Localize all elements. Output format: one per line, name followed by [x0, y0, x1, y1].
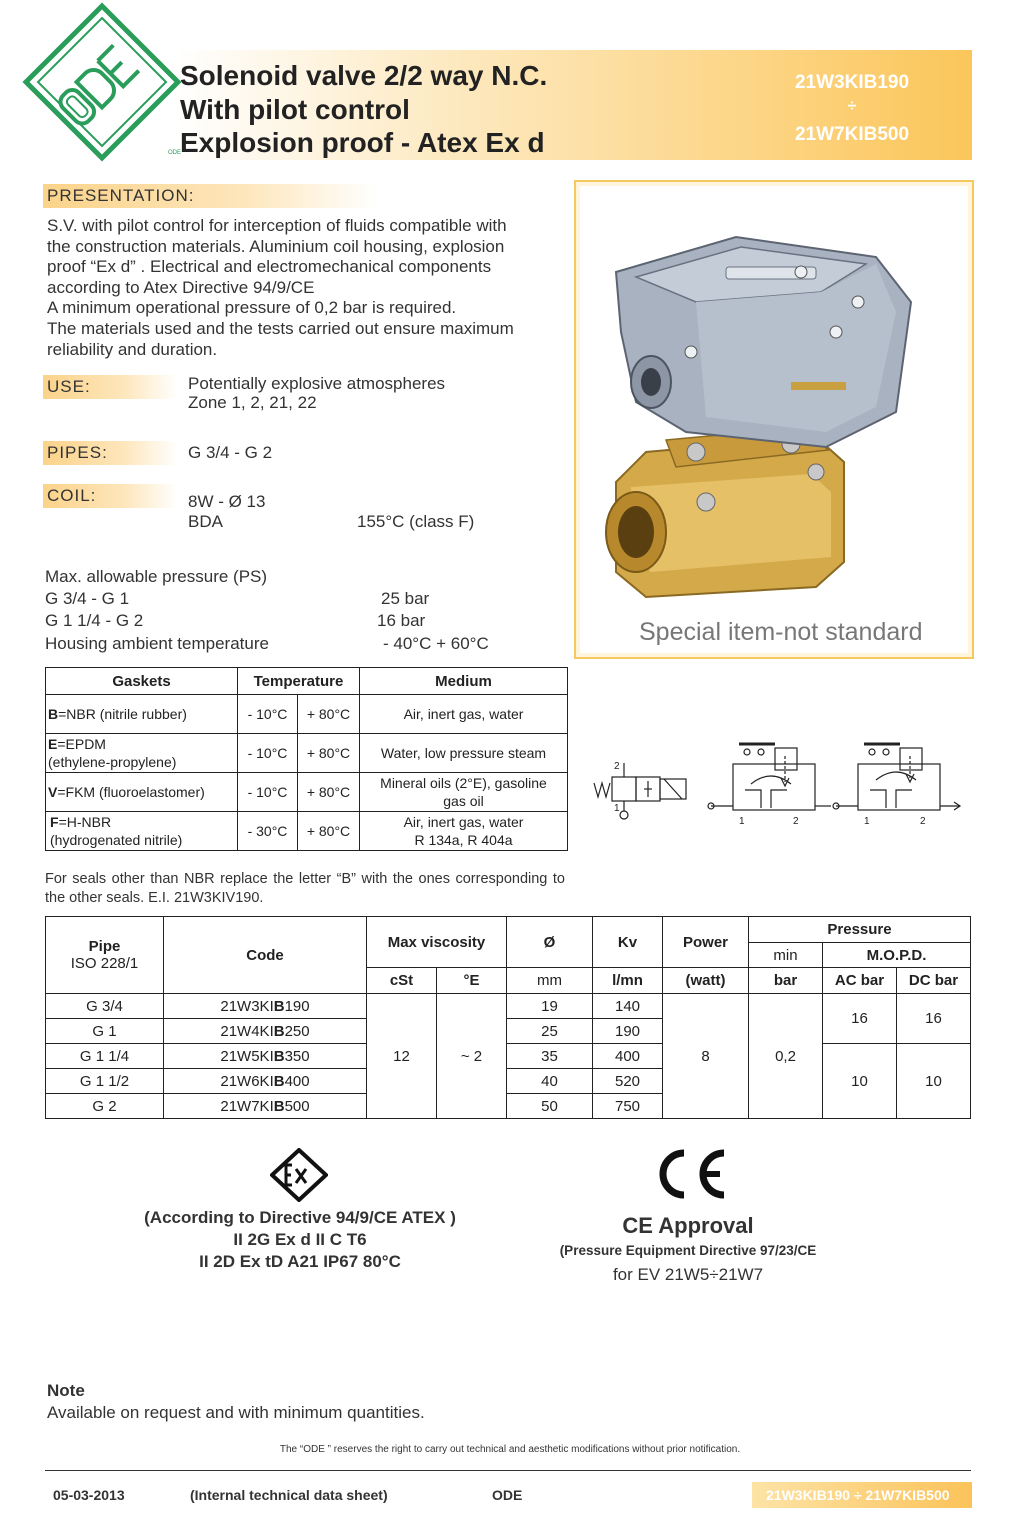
footer-codes: 21W3KIB190 ÷ 21W7KIB500	[766, 1487, 950, 1503]
note-title: Note	[47, 1381, 85, 1400]
table-row	[46, 734, 568, 773]
table-header-row	[46, 668, 568, 695]
medium-cell	[360, 812, 568, 851]
medium-cell	[360, 773, 568, 812]
code-cell	[164, 1094, 367, 1119]
code-gasket: B	[273, 1072, 285, 1090]
medium-line-1: Mineral oils (2°E), gasoline	[380, 775, 547, 791]
port-1-label: 1	[614, 803, 620, 814]
code-gasket: B	[273, 1097, 285, 1115]
gasket-name-2: (ethylene-propylene)	[48, 754, 177, 770]
diameter-cell: 19	[507, 994, 593, 1019]
medium-cell: Water, low pressure steam	[360, 734, 568, 773]
mm-unit: mm	[507, 968, 593, 994]
port-2-label: 2	[614, 761, 620, 772]
mopd-dc-small: 16	[897, 994, 971, 1044]
presentation-line: proof “Ex d” . Electrical and electromechanical components	[47, 257, 492, 277]
gasket-name-cell	[46, 773, 238, 812]
code-prefix: 21W7KI	[220, 1097, 274, 1115]
pressure-row-3-right: - 40°C + 60°C	[383, 634, 489, 653]
cst-value: 12	[367, 994, 437, 1119]
pipes-label: PIPES:	[43, 441, 177, 465]
pipe-header-title: Pipe	[88, 938, 121, 955]
dc-bar-unit: DC bar	[897, 968, 971, 994]
code-suffix: 350	[284, 1047, 310, 1065]
use-label: USE:	[43, 375, 177, 399]
use-line-1: Potentially explosive atmospheres	[188, 374, 446, 393]
gasket-code: E	[48, 736, 58, 752]
port-1-label: 1	[739, 816, 745, 827]
header-code-from: 21W3KIB190	[794, 72, 910, 93]
port-2-label: 2	[793, 816, 799, 827]
atex-ex-icon	[270, 1148, 328, 1202]
code-cell	[164, 994, 367, 1019]
temp-min: - 10°C	[238, 695, 298, 734]
pressure-row-1-right: 25 bar	[381, 589, 430, 608]
port-1-label: 1	[864, 816, 870, 827]
gasket-code: B	[48, 706, 59, 722]
medium-cell: Air, inert gas, water	[360, 695, 568, 734]
temperature-header: Temperature	[238, 668, 360, 695]
presentation-line: reliability and duration.	[47, 339, 218, 359]
code-gasket: B	[273, 997, 285, 1015]
models-table	[45, 916, 971, 1119]
table-row	[46, 1044, 971, 1069]
kv-cell: 520	[593, 1069, 663, 1094]
pipe-header	[46, 917, 164, 994]
coil-line-1: 8W - Ø 13	[188, 492, 266, 511]
ode-logo	[22, 2, 182, 162]
code-suffix: 190	[284, 997, 310, 1015]
gasket-name-cell	[46, 695, 238, 734]
valve-schematic-symbol	[590, 755, 695, 825]
min-bar-value: 0,2	[749, 994, 823, 1119]
valve-section-diagram-open	[830, 738, 965, 830]
pipe-cell: G 2	[46, 1094, 164, 1119]
gasket-code: V	[48, 784, 58, 800]
temp-min: - 10°C	[238, 773, 298, 812]
temp-min: - 10°C	[238, 734, 298, 773]
temp-max: + 80°C	[298, 695, 360, 734]
pressure-row-3-left: Housing ambient temperature	[45, 634, 269, 653]
presentation-line: A minimum operational pressure of 0,2 bar is required.	[47, 298, 457, 318]
kv-header: Kv	[593, 917, 663, 968]
page-title-line-2: With pilot control	[180, 94, 410, 125]
temp-min: - 30°C	[238, 812, 298, 851]
lmn-unit: l/mn	[593, 968, 663, 994]
temp-max: + 80°C	[298, 812, 360, 851]
atex-line-2: II 2G Ex d II C T6	[233, 1230, 367, 1249]
diameter-cell: 35	[507, 1044, 593, 1069]
kv-cell: 400	[593, 1044, 663, 1069]
gaskets-table	[45, 667, 568, 851]
pipe-cell: G 1	[46, 1019, 164, 1044]
diameter-header: Ø	[507, 917, 593, 968]
code-header: Code	[164, 917, 367, 994]
diameter-cell: 50	[507, 1094, 593, 1119]
presentation-line: according to Atex Directive 94/9/CE	[47, 277, 315, 297]
note-text: Available on request and with minimum quantities.	[47, 1403, 425, 1422]
code-prefix: 21W6KI	[220, 1072, 274, 1090]
port-2-label: 2	[920, 816, 926, 827]
gasket-name: =H-NBR	[58, 814, 112, 830]
product-photo-frame	[574, 180, 974, 659]
svg-text:ODE: ODE	[168, 150, 182, 156]
kv-cell: 140	[593, 994, 663, 1019]
pressure-title: Max. allowable pressure (PS)	[45, 567, 268, 586]
power-value: 8	[663, 994, 749, 1119]
ce-models: for EV 21W5÷21W7	[612, 1265, 764, 1284]
pressure-row-2-right: 16 bar	[377, 611, 426, 630]
presentation-line: The materials used and the tests carried out ensure maximum	[47, 318, 514, 338]
seals-note: For seals other than NBR replace the letter “B” with the ones corresponding to the other seals. E.I. 21W3KIV190.	[45, 871, 565, 906]
valve-photo	[576, 182, 972, 657]
code-prefix: 21W4KI	[220, 1022, 274, 1040]
pipe-cell: G 3/4	[46, 994, 164, 1019]
gasket-name: =FKM (fluoroelastomer)	[57, 784, 205, 800]
gasket-name: =NBR (nitrile rubber)	[58, 706, 187, 722]
code-suffix: 400	[284, 1072, 310, 1090]
min-header: min	[749, 943, 823, 968]
code-cell	[164, 1019, 367, 1044]
coil-label: COIL:	[43, 484, 177, 508]
footer-divider	[45, 1470, 971, 1471]
disclaimer: The “ODE ” reserves the right to carry out technical and aesthetic modifications without prior notification.	[279, 1444, 741, 1455]
atex-line-3: II 2D Ex tD A21 IP67 80°C	[199, 1252, 401, 1271]
table-row	[46, 812, 568, 851]
footer-date: 05-03-2013	[53, 1487, 125, 1503]
medium-line-1: Air, inert gas, water	[403, 814, 524, 830]
pipe-cell: G 1 1/2	[46, 1069, 164, 1094]
coil-line-2-right: 155°C (class F)	[357, 512, 475, 531]
presentation-label: PRESENTATION:	[43, 184, 377, 208]
footer-brand: ODE	[492, 1487, 523, 1503]
pressure-row-2-left: G 1 1/4 - G 2	[45, 611, 144, 630]
pressure-header: Pressure	[749, 917, 971, 943]
medium-line-2: R 134a, R 404a	[414, 832, 513, 848]
header-code-separator: ÷	[847, 98, 857, 115]
diameter-cell: 25	[507, 1019, 593, 1044]
header-code-to: 21W7KIB500	[794, 124, 910, 145]
code-suffix: 250	[284, 1022, 310, 1040]
pipes-value: G 3/4 - G 2	[188, 443, 273, 462]
presentation-text	[47, 216, 567, 360]
watt-unit: (watt)	[663, 968, 749, 994]
coil-line-2-left: BDA	[188, 512, 223, 531]
footer-sheet-type: (Internal technical data sheet)	[190, 1487, 388, 1503]
ce-mark-icon	[652, 1147, 728, 1201]
code-cell	[164, 1044, 367, 1069]
medium-header: Medium	[360, 668, 568, 695]
pipe-header-standard: ISO 228/1	[70, 955, 139, 972]
ce-directive: (Pressure Equipment Directive 97/23/CE	[559, 1243, 817, 1258]
ce-approval-title: CE Approval	[622, 1213, 754, 1238]
kv-cell: 750	[593, 1094, 663, 1119]
gaskets-header: Gaskets	[46, 668, 238, 695]
page-title-line-3: Explosion proof - Atex Ex d	[180, 127, 545, 158]
code-suffix: 500	[284, 1097, 310, 1115]
medium-line-2: gas oil	[443, 793, 484, 809]
gasket-code: F	[50, 814, 59, 830]
kv-cell: 190	[593, 1019, 663, 1044]
table-row	[46, 994, 971, 1019]
mopd-dc-large: 10	[897, 1044, 971, 1119]
page-title-line-1: Solenoid valve 2/2 way N.C.	[180, 60, 548, 91]
pipe-cell: G 1 1/4	[46, 1044, 164, 1069]
gasket-name: =EPDM	[57, 736, 106, 752]
gasket-name-cell	[46, 812, 238, 851]
presentation-line: S.V. with pilot control for interception of fluids compatible with	[47, 216, 507, 235]
degree-e-value: ~ 2	[437, 994, 507, 1119]
mopd-ac-small: 16	[823, 994, 897, 1044]
mopd-ac-large: 10	[823, 1044, 897, 1119]
gasket-name-cell	[46, 734, 238, 773]
table-header-row	[46, 917, 971, 943]
code-gasket: B	[273, 1022, 285, 1040]
valve-section-diagram	[705, 738, 835, 830]
photo-caption: Special item-not standard	[639, 618, 923, 646]
diameter-cell: 40	[507, 1069, 593, 1094]
pressure-row-1-left: G 3/4 - G 1	[45, 589, 130, 608]
power-header: Power	[663, 917, 749, 968]
mopd-header: M.O.P.D.	[823, 943, 971, 968]
presentation-line: the construction materials. Aluminium coil housing, explosion	[47, 236, 505, 256]
bar-unit: bar	[749, 968, 823, 994]
ac-bar-unit: AC bar	[823, 968, 897, 994]
code-gasket: B	[273, 1047, 285, 1065]
table-row	[46, 695, 568, 734]
code-prefix: 21W5KI	[220, 1047, 274, 1065]
temp-max: + 80°C	[298, 734, 360, 773]
cst-unit: cSt	[367, 968, 437, 994]
table-row	[46, 773, 568, 812]
atex-line-1: (According to Directive 94/9/CE ATEX )	[144, 1208, 456, 1227]
degree-e-unit: °E	[437, 968, 507, 994]
code-prefix: 21W3KI	[220, 997, 274, 1015]
viscosity-header: Max viscosity	[367, 917, 507, 968]
use-line-2: Zone 1, 2, 21, 22	[188, 393, 317, 412]
temp-max: + 80°C	[298, 773, 360, 812]
code-cell	[164, 1069, 367, 1094]
gasket-name-2: (hydrogenated nitrile)	[50, 832, 183, 848]
